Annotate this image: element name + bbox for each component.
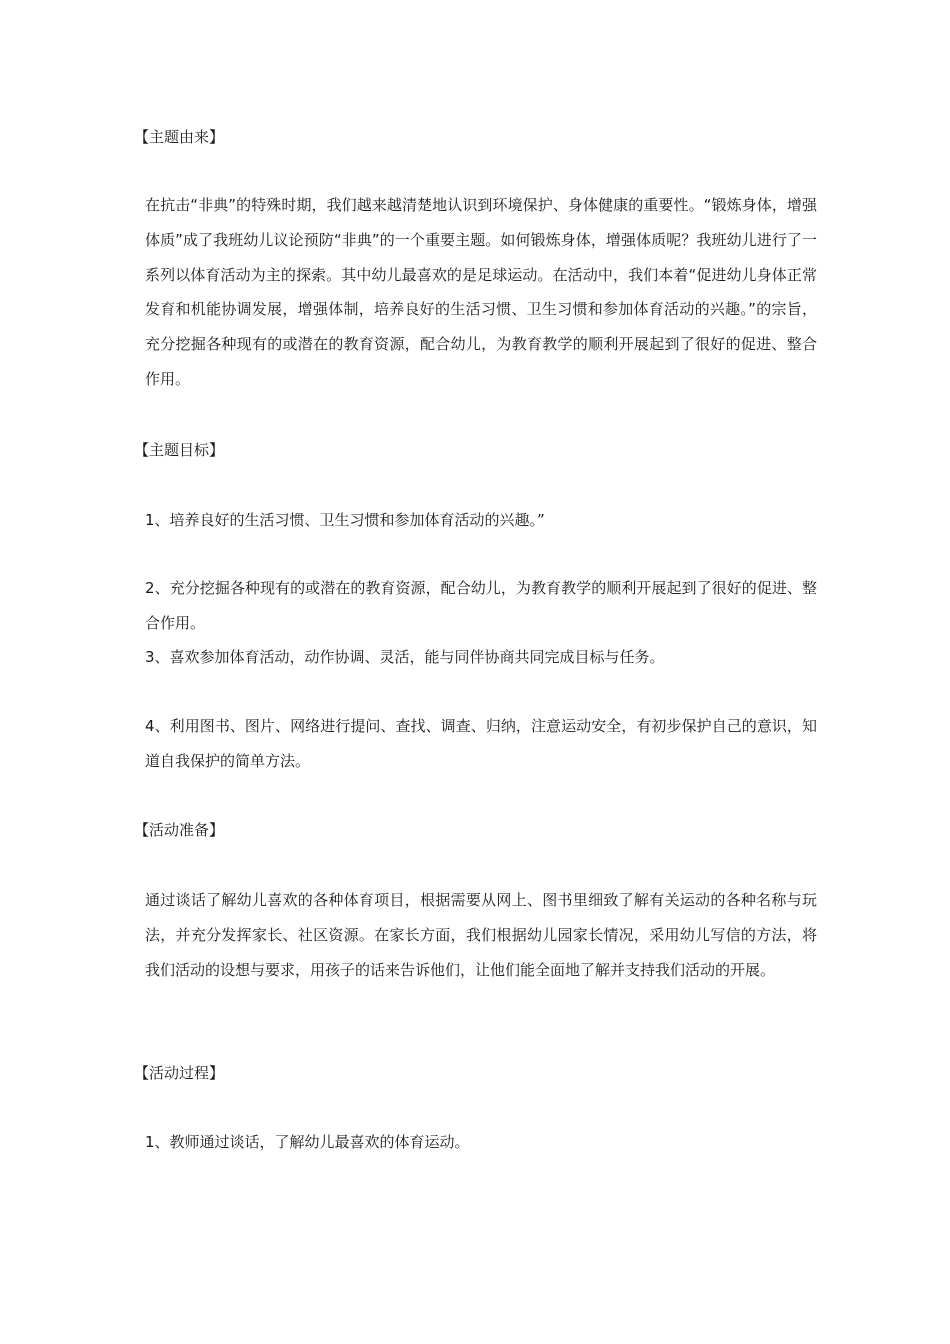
heading-theme-goals: 【主题目标】 [134,441,225,459]
heading-theme-origin: 【主题由来】 [134,128,225,146]
goal-item-1: 1、培养良好的生活习惯、卫生习惯和参加体育活动的兴趣。” [145,511,545,529]
heading-activity-process: 【活动过程】 [134,1064,225,1082]
goal-item-2: 2、充分挖掘各种现有的或潜在的教育资源，配合幼儿，为教育教学的顺利开展起到了很好的促进、整合作用。 [145,579,817,632]
heading-activity-preparation: 【活动准备】 [134,821,225,839]
paragraph-theme-origin: 在抗击“非典”的特殊时期，我们越来越清楚地认识到环境保护、身体健康的重要性。“锻炼身体，增强体质”成了我班幼儿议论预防“非典”的一个重要主题。如何锻炼身体，增强体质呢？我班幼儿进行了一系列以体育活动为主的探索。其中幼儿最喜欢的是足球运动。在活动中，我们本着“促进幼儿身体正常发育和机能协调发展，增强体制，培养良好的生活习惯、卫生习惯和参加体育活动的兴趣。”的宗旨，充分挖掘各种现有的或潜在的教育资源，配合幼儿，为教育教学的顺利开展起到了很好的促进、整合作用。 [145,196,817,388]
goal-item-4: 4、利用图书、图片、网络进行提问、查找、调查、归纳，注意运动安全，有初步保护自己的意识，知道自我保护的简单方法。 [145,717,817,770]
process-item-1: 1、教师通过谈话，了解幼儿最喜欢的体育运动。 [145,1133,470,1151]
paragraph-activity-preparation: 通过谈话了解幼儿喜欢的各种体育项目，根据需要从网上、图书里细致了解有关运动的各种名称与玩法，并充分发挥家长、社区资源。在家长方面，我们根据幼儿园家长情况，采用幼儿写信的方法，将我们活动的设想与要求，用孩子的话来告诉他们，让他们能全面地了解并支持我们活动的开展。 [145,891,817,979]
goal-item-3: 3、喜欢参加体育活动，动作协调、灵活，能与同伴协商共同完成目标与任务。 [145,648,665,666]
